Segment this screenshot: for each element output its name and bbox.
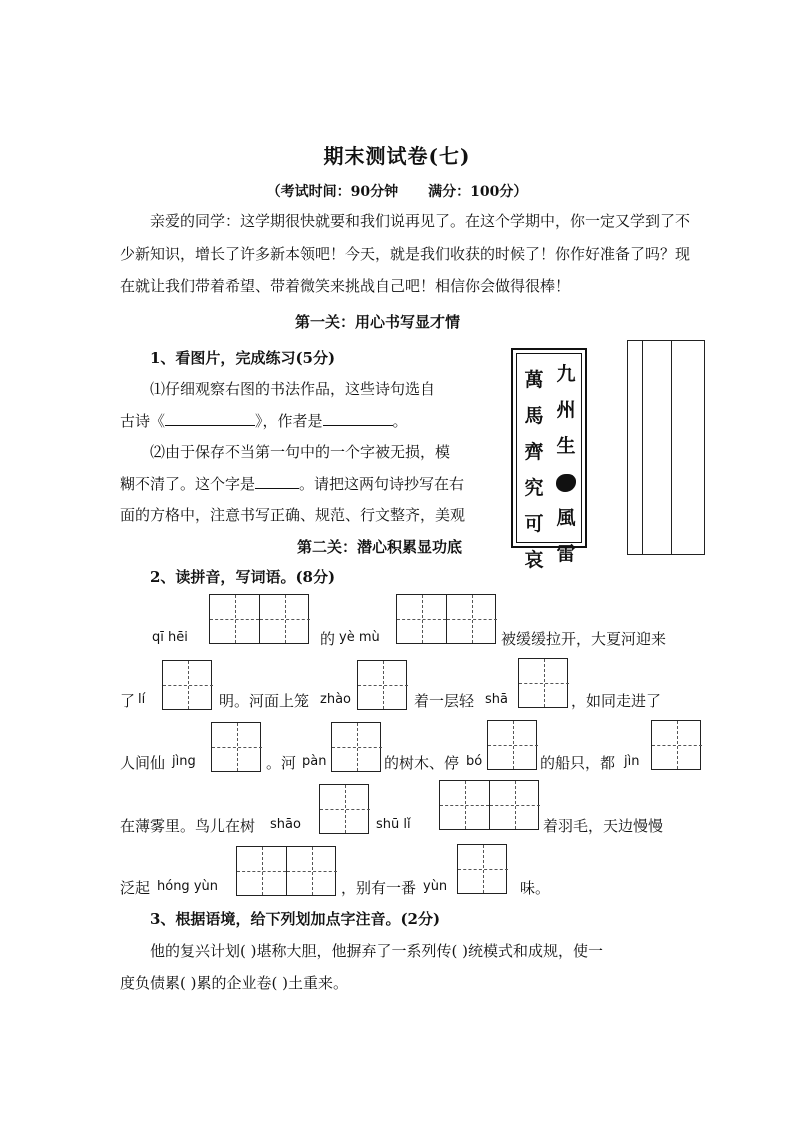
pinyin-ye-mu: yè mù [339, 630, 380, 645]
answer-box-qi-hei[interactable] [209, 594, 309, 644]
intro-line-2: 少新知识，增长了许多新本领吧！今天，就是我们收获的时候了！你作好准备了吗？现 [120, 245, 691, 263]
answer-box-shu-li[interactable] [439, 780, 539, 830]
pinyin-shao: shāo [270, 817, 301, 832]
q1-part-b-line-1: ⑵由于保存不当第一句中的一个字被无损，模 [150, 443, 451, 461]
section-2-title: 第二关：潜心积累显功底 [297, 538, 463, 556]
poem-writing-grid[interactable] [627, 340, 705, 555]
answer-box-pan[interactable] [331, 722, 381, 772]
pinyin-zhao: zhào [320, 692, 351, 707]
pinyin-qi-hei: qī hēi [152, 630, 188, 645]
pinyin-jing: jìng [172, 754, 196, 769]
author-blank[interactable] [323, 411, 393, 426]
answer-box-bo[interactable] [487, 720, 537, 770]
answer-box-shao[interactable] [319, 784, 369, 834]
calligraphy-left-column: 萬 馬 齊 究 可 哀 [524, 369, 544, 571]
pinyin-shu-li: shū lǐ [376, 817, 411, 832]
q3-line-1: 他的复兴计划( )堪称大胆，他摒弃了一系列传( )统模式和成规，使一 [150, 942, 603, 960]
answer-box-jing[interactable] [211, 722, 261, 772]
answer-box-jin[interactable] [651, 720, 701, 770]
pinyin-jin: jìn [624, 754, 640, 769]
pinyin-bo: bó [466, 754, 483, 769]
exam-time: （考试时间：90分钟 [266, 184, 399, 200]
damaged-char-blot [556, 474, 576, 492]
pinyin-sha: shā [485, 692, 508, 707]
intro-line-1: 亲爱的同学：这学期很快就要和我们说再见了。在这个学期中，你一定又学到了不 [150, 212, 691, 230]
pinyin-yun: yùn [423, 879, 448, 894]
poem-title-blank[interactable] [165, 411, 255, 426]
answer-box-yun[interactable] [457, 844, 507, 894]
question-3-title: 3、根据语境，给下列划加点字注音。(2分) [150, 910, 441, 928]
q1-part-b-line-3: 面的方格中，注意书写正确、规范、行文整齐，美观 [120, 506, 466, 524]
pinyin-li: lí [138, 692, 146, 707]
full-score: 满分：100分） [428, 184, 528, 200]
q1-part-a-line-2: 古诗《 》，作者是 。 [120, 412, 408, 430]
exam-info [0, 181, 794, 201]
page-title: 期末测试卷(七) [323, 144, 471, 168]
question-2-title: 2、读拼音，写词语。(8分) [150, 568, 336, 586]
answer-box-sha[interactable] [518, 658, 568, 708]
question-1-title: 1、看图片，完成练习(5分) [150, 349, 336, 367]
missing-char-blank[interactable] [255, 474, 299, 489]
pinyin-pan: pàn [302, 754, 327, 769]
answer-box-ye-mu[interactable] [396, 594, 496, 644]
calligraphy-artwork [511, 348, 587, 571]
q3-line-2: 度负债累( )累的企业卷( )土重来。 [120, 974, 348, 992]
intro-line-3: 在就让我们带着希望、带着微笑来挑战自己吧！相信你会做得很棒！ [120, 277, 571, 295]
pinyin-hong-yun: hóng yùn [157, 879, 218, 894]
calligraphy-right-column: 九 州 生 風 雷 [556, 363, 576, 565]
q1-part-b-line-2: 糊不清了。这个字是 。请把这两句诗抄写在右 [120, 475, 465, 493]
q1-part-a-line-1: ⑴仔细观察右图的书法作品，这些诗句选自 [150, 380, 436, 398]
answer-box-hong-yun[interactable] [236, 846, 336, 896]
section-1-title: 第一关：用心书写显才情 [295, 313, 461, 331]
answer-box-li[interactable] [162, 660, 212, 710]
answer-box-zhao[interactable] [357, 660, 407, 710]
